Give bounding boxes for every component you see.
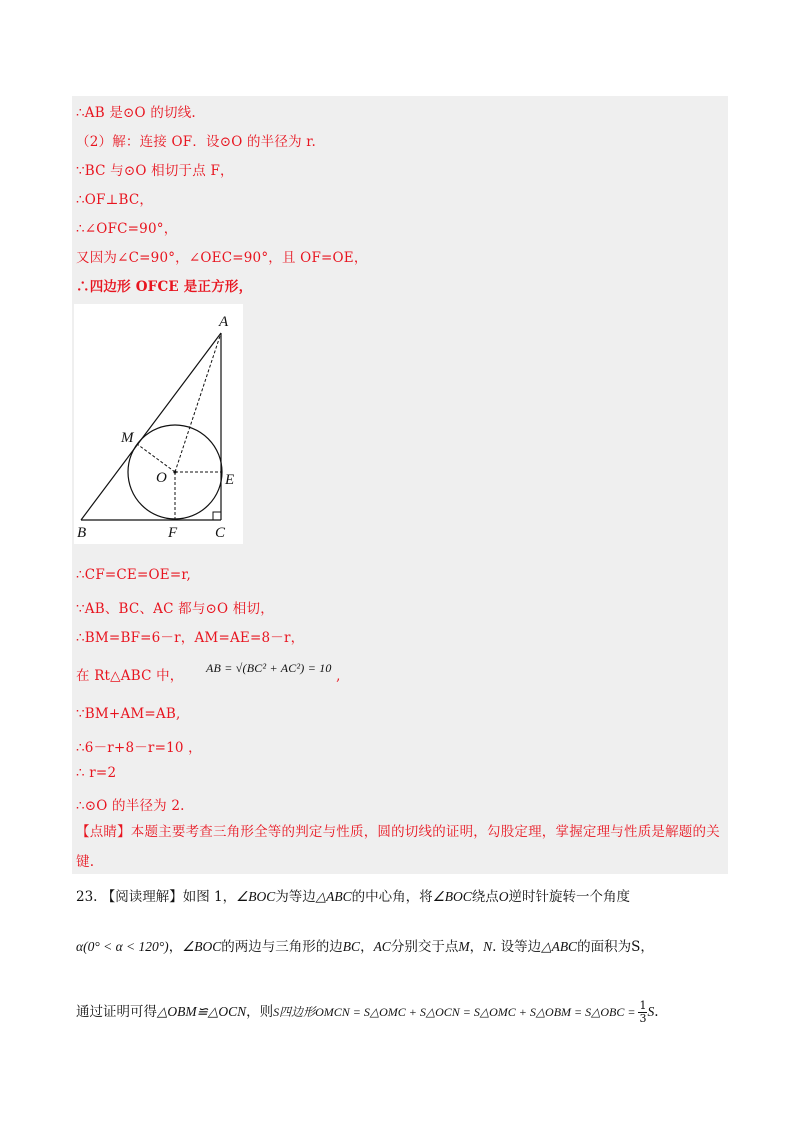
solution-line-1: ∴AB 是⊙O 的切线. (76, 105, 196, 121)
geometry-figure (74, 304, 243, 544)
question-line-3 (76, 1000, 659, 1025)
label-a: A (219, 314, 229, 330)
q3-text-2: ，则 (246, 1004, 274, 1020)
solution-line-4: ∴OF⊥BC， (76, 192, 154, 208)
angle-boc-1: ∠BOC (236, 889, 276, 904)
area-formula: S四边形OMCN = S△OMC + S△OCN = S△OMC + S△OBM = S△OBC = (273, 1005, 639, 1019)
solution-line-3: ∵BC 与⊙O 相切于点 F， (76, 163, 234, 179)
center-point (173, 470, 176, 473)
triangle-circle-diagram (74, 304, 243, 544)
angle-boc-3: ∠BOC (182, 939, 222, 954)
side-bc-text: BC (342, 939, 361, 954)
fraction-numerator: 1 (639, 999, 647, 1012)
solution-line-9: ∵AB、BC、AC 都与⊙O 相切， (76, 601, 274, 617)
solution-line-8: ∴CF=CE=OE=r, (76, 567, 191, 583)
q2-text-5: ， (469, 939, 484, 955)
question-line-2 (76, 935, 654, 955)
solution-line-7: ∴四边形 OFCE 是正方形， (76, 279, 253, 295)
side-ab (81, 333, 221, 520)
point-m: M (458, 939, 470, 954)
area-s-tail: S (647, 1004, 655, 1019)
alpha-range: α(0° < α < 120°) (76, 939, 169, 954)
solution-line-2: （2）解：连接 OF．设⊙O 的半径为 r. (76, 134, 316, 150)
q2-text-4: 分别交于点 (390, 939, 459, 955)
right-angle-mark (213, 512, 221, 520)
segment-om (137, 444, 175, 472)
q1-text-1: 为等边 (275, 889, 316, 905)
q2-text-2: 的两边与三角形的边 (221, 939, 343, 955)
q2-text-3: ， (360, 939, 374, 955)
q2-text-1: ， (168, 939, 183, 955)
label-m: M (121, 430, 134, 446)
label-f: F (168, 525, 178, 541)
congruence-statement: △OBM≌△OCN (157, 1004, 247, 1019)
q2-text-8: ， (640, 939, 654, 955)
solution-line-6: 又因为∠C=90°，∠OEC=90°，且 OF=OE， (76, 250, 368, 266)
solution-line-12: ∴6－r+8－r=10 ， (76, 740, 202, 756)
q1-text-3: 绕点 (471, 889, 499, 905)
comment-paragraph: 【点睛】本题主要考查三角形全等的判定与性质，圆的切线的证明，勾股定理，掌握定理与性质是解题的关键. (76, 824, 720, 870)
side-ac-text: AC (373, 939, 391, 954)
solution-line-5: ∴∠OFC=90°， (76, 221, 178, 237)
question-line-1 (76, 885, 630, 905)
q1-text-2: 的中心角，将 (351, 889, 433, 905)
q1-text-4: 逆时针旋转一个角度 (508, 889, 631, 905)
solution-line-13: ∴ r=2 (76, 765, 117, 781)
solution-line-11: ∵BM+AM=AB, (76, 706, 181, 722)
point-o: O (498, 889, 509, 904)
label-b: B (77, 525, 87, 541)
fraction-denominator: 3 (639, 1012, 647, 1025)
q2-text-7: 的面积为 (577, 939, 632, 955)
label-e: E (225, 472, 235, 488)
segment-oa (175, 333, 221, 472)
rt-prefix: 在 Rt△ABC 中， (76, 668, 184, 684)
area-s: S (631, 939, 641, 955)
rt-suffix: , (336, 668, 341, 684)
question-prefix: 23. 【阅读理解】如图 1， (76, 889, 237, 905)
solution-line-10: ∴BM=BF=6－r，AM=AE=8－r， (76, 630, 305, 646)
q3-end: . (654, 1004, 659, 1020)
point-n: N (483, 939, 493, 954)
label-o: O (156, 470, 167, 486)
angle-boc-2: ∠BOC (432, 889, 472, 904)
q3-text-1: 通过证明可得 (76, 1004, 157, 1020)
pythagoras-formula: AB = √(BC² + AC²) = 10 (206, 661, 332, 675)
solution-line-14: ∴⊙O 的半径为 2. (76, 798, 185, 814)
label-c: C (215, 525, 226, 541)
triangle-abc-2: △ABC (541, 939, 578, 954)
q2-text-6: . 设等边 (492, 939, 542, 955)
triangle-abc-1: △ABC (315, 889, 352, 904)
solution-line-rt (76, 661, 341, 684)
